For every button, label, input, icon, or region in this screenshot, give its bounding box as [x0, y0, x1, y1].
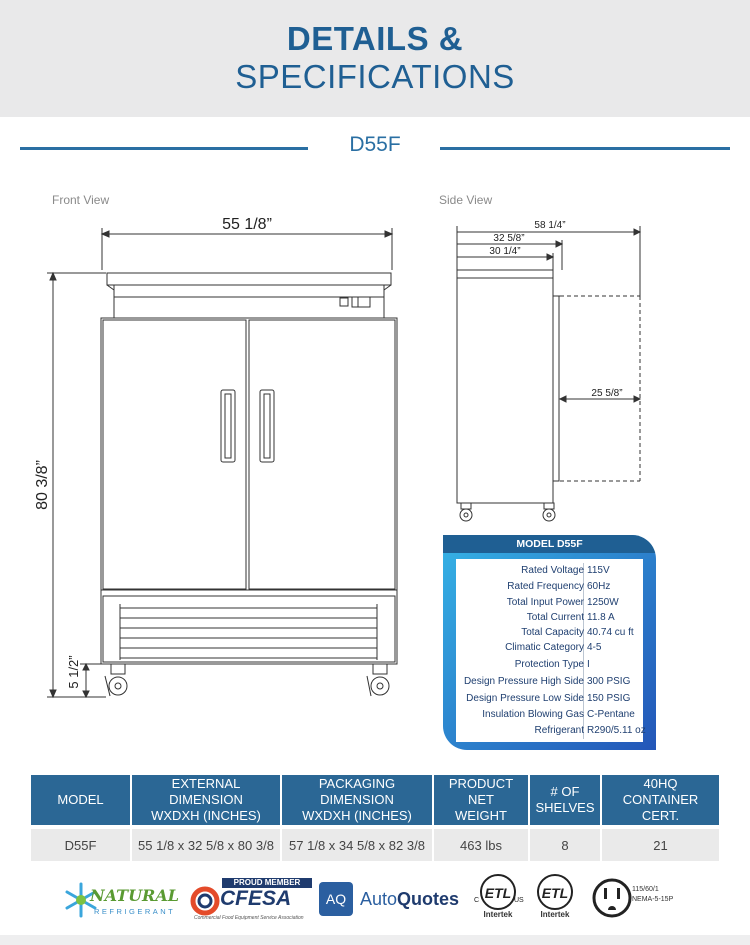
autoquotes-logo: [319, 882, 459, 918]
spec-label: Design Pressure High Side: [463, 676, 584, 687]
spec-label: Total Current: [526, 612, 584, 623]
table-cell: 8: [529, 827, 601, 861]
side-view-label: Side View: [439, 193, 493, 207]
table-header-row: [31, 775, 719, 827]
refrigerant-logo-text: REFRIGERANT: [94, 907, 176, 916]
autoquotes-icon: AQ: [319, 882, 353, 916]
page-title-line2: SPECIFICATIONS: [235, 58, 515, 95]
spec-row: [456, 581, 643, 596]
header-line: PACKAGING DIMENSION: [318, 776, 396, 807]
spec-row: [456, 659, 643, 674]
front-view-label: Front View: [52, 193, 110, 207]
spec-row: [456, 676, 643, 691]
intertek-label-2: Intertek: [540, 910, 570, 919]
spec-value: R290/5.11 oz: [587, 725, 646, 736]
header-line: WEIGHT: [455, 808, 507, 823]
nema-plug-logo: [592, 878, 702, 920]
spec-row: [456, 725, 646, 740]
spec-value: 60Hz: [587, 581, 611, 592]
table-row: [31, 827, 719, 861]
side-door-swing-dimension: 25 5/8”: [591, 388, 623, 399]
table-header-cell: [131, 775, 281, 827]
spec-value: 300 PSIG: [587, 676, 631, 687]
header-line: EXTERNAL DIMENSION: [169, 776, 243, 807]
plug-rating: 115/60/1: [632, 886, 659, 893]
spec-label: Refrigerant: [534, 725, 584, 736]
header-line: WXDXH (INCHES): [151, 808, 261, 823]
spec-label: Climatic Category: [505, 642, 584, 653]
natural-refrigerant-logo: [64, 878, 184, 924]
spec-label: Rated Frequency: [507, 581, 584, 592]
spec-row: [456, 693, 643, 708]
header-line: MODEL: [57, 792, 104, 807]
spec-value: 115V: [587, 565, 610, 576]
spec-label: Total Capacity: [521, 627, 584, 638]
dimensions-table: [31, 775, 719, 861]
spec-card-title: MODEL D55F: [443, 535, 656, 553]
header-line: # OF: [550, 784, 580, 799]
spec-row: [456, 642, 643, 657]
spec-row: [456, 627, 643, 642]
table-header-cell: [529, 775, 601, 827]
side-total-depth-dimension: 58 1/4”: [534, 220, 566, 231]
table-header-cell: [281, 775, 433, 827]
autoquotes-text: [360, 889, 459, 910]
plug-icon: [592, 878, 632, 918]
side-depth-dimension: 32 5/8”: [493, 233, 525, 244]
cfesa-logo: [190, 878, 312, 924]
cfesa-text: CFESA: [220, 887, 292, 910]
spec-value: 1250W: [587, 597, 619, 608]
header-line: PRODUCT NET: [448, 776, 514, 807]
header-line: SHELVES: [535, 800, 595, 815]
spec-value: C-Pentane: [587, 709, 635, 720]
spec-label: Design Pressure Low Side: [466, 693, 584, 704]
table-header-cell: [601, 775, 719, 827]
spec-row: [456, 565, 643, 580]
spec-panel: [456, 559, 646, 742]
front-width-dimension: 55 1/8”: [222, 216, 272, 233]
cfesa-proud-member: PROUD MEMBER: [222, 878, 312, 888]
table-cell: 57 1/8 x 34 5/8 x 82 3/8: [281, 827, 433, 861]
natural-logo-text: NATURAL: [90, 886, 179, 905]
etl-c-text: C: [474, 897, 480, 904]
autoquotes-text-a: Auto: [360, 889, 398, 909]
spec-label: Protection Type: [514, 659, 584, 670]
spec-value: 40.74 cu ft: [587, 627, 634, 638]
etl-us-text: US: [514, 897, 524, 904]
page-title-line1: DETAILS &: [286, 20, 464, 57]
spec-label: Insulation Blowing Gas: [482, 709, 584, 720]
spec-row: [456, 709, 643, 724]
etl2-mark-text: ETL: [541, 885, 569, 901]
header-line: 40HQ: [643, 776, 678, 791]
front-leg-dimension: 5 1/2”: [66, 655, 81, 689]
etl-listed-logo: [470, 872, 526, 926]
header-line: WXDXH (INCHES): [302, 808, 412, 823]
cfesa-ring-icon: [190, 886, 220, 916]
autoquotes-text-b: Quotes: [397, 889, 460, 909]
side-body-depth-dimension: 30 1/4”: [489, 246, 521, 257]
spec-value: 11.8 A: [587, 612, 615, 623]
etl-sanitation-logo: [532, 872, 578, 926]
spec-row: [456, 612, 643, 627]
spec-card: [443, 535, 656, 750]
spec-label: Rated Voltage: [521, 565, 584, 576]
footer-band: [0, 935, 750, 945]
table-cell: 55 1/8 x 32 5/8 x 80 3/8: [131, 827, 281, 861]
model-heading: D55F: [349, 133, 401, 156]
header-line: CONTAINER CERT.: [622, 792, 699, 823]
spec-value: I: [587, 659, 590, 670]
table-header-cell: [433, 775, 529, 827]
cfesa-subtitle: Commercial Food Equipment Service Association: [194, 915, 304, 921]
plug-type: NEMA-5-15P: [632, 896, 674, 903]
front-height-dimension: 80 3/8”: [34, 460, 51, 510]
intertek-label: Intertek: [483, 910, 513, 919]
spec-label: Total Input Power: [506, 597, 584, 608]
etl-mark-text: ETL: [484, 885, 512, 901]
spec-row: [456, 597, 643, 612]
spec-value: 4-5: [587, 642, 602, 653]
spec-value: 150 PSIG: [587, 693, 631, 704]
table-cell: D55F: [31, 827, 131, 861]
logo-strip: [0, 872, 750, 932]
table-header-cell: [31, 775, 131, 827]
table-cell: 21: [601, 827, 719, 861]
table-cell: 463 lbs: [433, 827, 529, 861]
